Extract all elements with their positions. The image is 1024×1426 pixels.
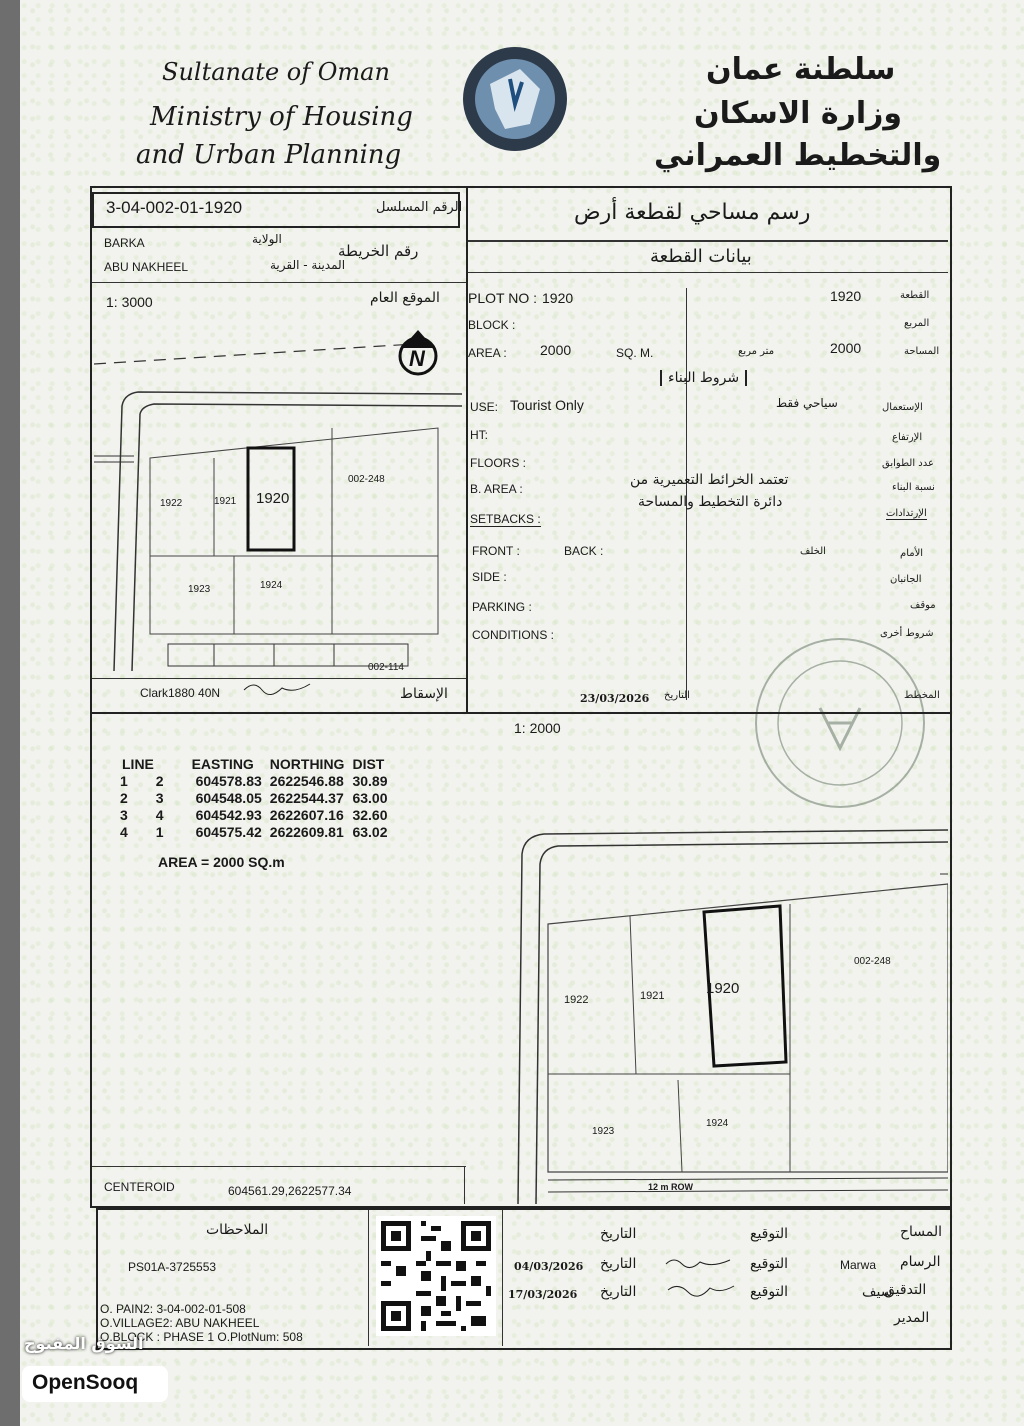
easting: 604548.05 (195, 790, 262, 806)
distance: 30.89 (352, 773, 388, 789)
sign-label: التوقيع (750, 1256, 788, 1272)
line-from: 3 (120, 807, 128, 823)
plot-label: 1923 (188, 584, 211, 595)
location-scale: 1: 3000 (106, 294, 153, 310)
floors-label: FLOORS : (470, 456, 527, 470)
date-label: التاريخ (600, 1226, 637, 1242)
header-ar-line2: وزارة الاسكان (694, 96, 903, 131)
plot-label: 002-248 (854, 956, 891, 967)
divider (468, 272, 948, 273)
planner-label: المخطط (904, 690, 940, 701)
table-row (116, 824, 396, 841)
height-label-ar: الإرتفاع (892, 432, 923, 443)
divider (368, 1210, 369, 1346)
centeroid-label: CENTEROID (104, 1180, 175, 1194)
distance: 32.60 (352, 807, 388, 823)
location-label: الموقع العام (370, 290, 440, 306)
subject-plot-label: 1920 (256, 490, 290, 507)
manager-label: المدير (894, 1310, 930, 1326)
area-unit: SQ. M. (616, 346, 654, 360)
date-label: التاريخ (600, 1284, 637, 1300)
side-label: SIDE : (472, 570, 507, 584)
serial-number: 3-04-002-01-1920 (106, 198, 243, 217)
divider (464, 1166, 465, 1204)
plot-label: 002-248 (348, 474, 385, 485)
divider (502, 1210, 503, 1346)
table-header: DIST (352, 756, 385, 772)
plot-no-ar-value: 1920 (830, 288, 862, 304)
plot-label: 1922 (160, 498, 183, 509)
plot-no-label: PLOT NO : (468, 290, 537, 306)
distance: 63.00 (352, 790, 388, 806)
back-label-ar: الخلف (800, 546, 826, 557)
plot-label: 1922 (564, 994, 589, 1006)
table-header: NORTHING (269, 756, 345, 772)
projection-value: Clark1880 40N (140, 686, 221, 700)
notes-label: الملاحظات (206, 1222, 269, 1238)
signature-icon (664, 1254, 734, 1270)
north-arrow-icon (396, 328, 440, 380)
plan-scale: 1: 2000 (514, 720, 561, 736)
note-ar-line2: دائرة التخطيط والمساحة (638, 494, 783, 510)
use-label-ar: الإستعمال (882, 402, 923, 413)
sign-label: التوقيع (750, 1284, 788, 1300)
line-to: 4 (155, 807, 164, 823)
use-label: USE: (470, 400, 499, 414)
line-from: 4 (120, 824, 128, 840)
total-area: AREA = 2000 SQ.m (158, 854, 285, 870)
plot-data-title: بيانات القطعة (650, 246, 752, 267)
distance: 63.02 (352, 824, 388, 840)
side-label-ar: الجانبان (890, 574, 922, 585)
drafter-label: الرسام (900, 1254, 941, 1270)
easting: 604542.93 (195, 807, 262, 823)
centeroid-value: 604561.29,2622577.34 (228, 1184, 352, 1198)
line-to: 1 (155, 824, 164, 840)
back-label: BACK : (564, 544, 604, 558)
use-value-ar: سياحي فقط (776, 396, 838, 410)
plan-map-large (500, 824, 948, 1204)
block-label-ar: المربع (904, 318, 930, 329)
plot-label: 002-114 (368, 662, 404, 673)
divider (92, 678, 466, 679)
table-header: EASTING (191, 756, 254, 772)
watermark-ar: السوق المفتوح (24, 1334, 144, 1353)
front-label-ar: الأمام (900, 548, 924, 559)
header-en-line2: Ministry of Housing (150, 102, 413, 132)
conditions-title: شروط البناء (660, 370, 747, 386)
conditions-label: CONDITIONS : (472, 628, 555, 642)
plan-date-label: التاريخ (664, 690, 690, 701)
header-en-line1: Sultanate of Oman (162, 58, 390, 86)
projection-label: الإسقاط (400, 686, 448, 702)
surveyor-label: المساح (900, 1224, 943, 1240)
reference-number: PS01A-3725553 (128, 1260, 217, 1274)
table-row (116, 790, 396, 807)
parking-label: PARKING : (472, 600, 532, 614)
plot-label-ar: القطعة (900, 290, 930, 301)
signature-icon (242, 680, 312, 696)
building-area-label: B. AREA : (470, 482, 523, 496)
table-row (116, 773, 396, 790)
area-label-ar: المساحة (904, 346, 940, 357)
road-label: 12 m ROW (648, 1182, 694, 1192)
village-label: المدينة - القرية (270, 258, 346, 272)
notes-line1: O. PAIN2: 3-04-002-01-508 (100, 1302, 246, 1316)
use-value: Tourist Only (510, 397, 584, 413)
notes-line2: O.VILLAGE2: ABU NAKHEEL (100, 1316, 260, 1330)
plot-no-value: 1920 (542, 290, 574, 306)
easting: 604578.83 (195, 773, 262, 789)
date-label: التاريخ (600, 1256, 637, 1272)
plot-label: 1924 (260, 580, 283, 591)
plan-date: 23/03/2026 (580, 692, 650, 705)
line-to: 3 (155, 790, 164, 806)
easting: 604575.42 (195, 824, 262, 840)
divider (468, 240, 948, 242)
floors-label-ar: عدد الطوابق (882, 458, 934, 469)
area-unit-ar: متر مربع (738, 346, 775, 357)
divider (92, 282, 466, 283)
sketch-title: رسم مساحي لقطعة أرض (574, 200, 811, 225)
divider (92, 1166, 466, 1167)
header-ar-line3: والتخطيط العمراني (654, 138, 942, 173)
table-row (116, 807, 396, 824)
checker-date: 17/03/2026 (508, 1288, 578, 1301)
northing: 2622546.88 (269, 773, 344, 789)
note-ar-line1: تعتمد الخرائط التعميرية من (630, 472, 789, 488)
subject-plot-label: 1920 (706, 980, 740, 997)
plot-label: 1921 (640, 990, 665, 1002)
line-from: 1 (120, 773, 128, 789)
ministry-emblem (460, 44, 570, 154)
sign-label: التوقيع (750, 1226, 788, 1242)
header-en-line3: and Urban Planning (136, 140, 402, 170)
front-label: FRONT : (472, 544, 520, 558)
parking-label-ar: موقف (910, 600, 936, 611)
line-to: 2 (155, 773, 164, 789)
signature-icon (666, 1282, 736, 1298)
watermark-brand: OpenSooq (32, 1371, 139, 1394)
document-paper (20, 0, 1024, 1426)
serial-label: الرقم المسلسل (376, 200, 463, 215)
wilayat-value: BARKA (104, 236, 145, 250)
header-ar-line1: سلطنة عمان (706, 52, 896, 87)
block-label: BLOCK : (468, 318, 516, 332)
setbacks-label-ar: الإرتدادات (886, 508, 927, 519)
area-value: 2000 (540, 342, 572, 358)
wilayat-label: الولاية (252, 232, 282, 246)
setbacks-label: SETBACKS : (470, 512, 541, 526)
area-label: AREA : (468, 346, 507, 360)
village-value: ABU NAKHEEL (104, 260, 189, 274)
building-area-label-ar: نسبة البناء (892, 482, 935, 493)
svg-text:N: N (409, 346, 425, 371)
northing: 2622609.81 (269, 824, 344, 840)
northing: 2622607.16 (269, 807, 344, 823)
drafter-date: 04/03/2026 (514, 1260, 584, 1273)
height-label: HT: (470, 428, 488, 442)
area-ar-value: 2000 (830, 340, 862, 356)
plot-label: 1924 (706, 1118, 729, 1129)
checker-name: سيف (862, 1284, 893, 1300)
northing: 2622544.37 (269, 790, 344, 806)
checker-label: التدقيق (884, 1282, 927, 1298)
conditions-label-ar: شروط أخرى (880, 628, 934, 639)
plot-label: 1921 (214, 496, 237, 507)
plot-label: 1923 (592, 1126, 615, 1137)
notes-line3: O.BLOCK : PHASE 1 O.PlotNum: 508 (100, 1330, 303, 1344)
map-number-label: رقم الخريطة (338, 242, 419, 260)
coordinate-table (116, 756, 396, 841)
table-header: LINE (122, 756, 154, 772)
drafter-name: Marwa (840, 1258, 877, 1272)
line-from: 2 (120, 790, 128, 806)
qr-code-icon (376, 1216, 496, 1336)
